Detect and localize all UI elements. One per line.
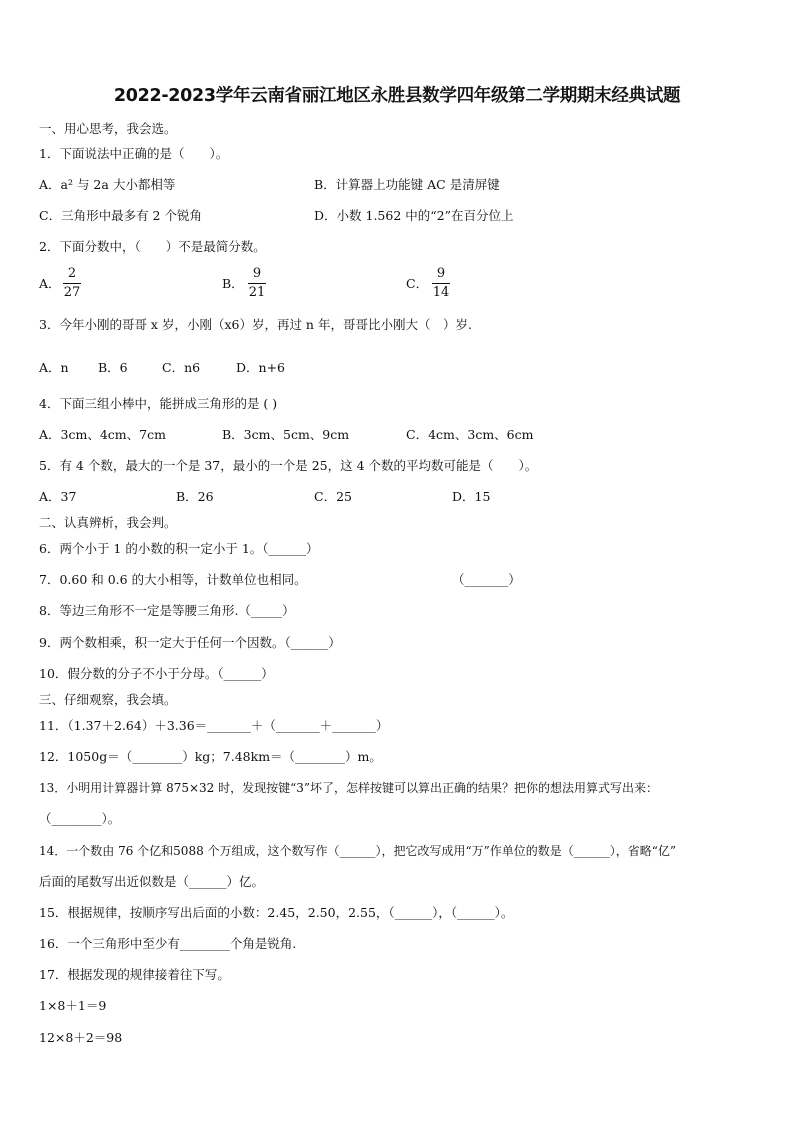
fraction-numerator: 9 (252, 266, 262, 281)
question-2-option-c-label[interactable]: C． (406, 276, 429, 291)
question-3-stem: 3．今年小刚的哥哥 x 岁，小刚（x6）岁，再过 n 年，哥哥比小刚大（ ）岁. (39, 317, 472, 332)
question-17-line-1: 1×8＋1＝9 (39, 998, 107, 1013)
question-12: 12．1050g＝（________）kg；7.48km＝（________）m。 (39, 749, 382, 764)
question-16: 16．一个三角形中至少有________个角是锐角. (39, 936, 297, 951)
question-13-answer-blank[interactable]: （________）。 (39, 811, 121, 826)
question-2-option-a-fraction (63, 266, 81, 300)
question-13: 13．小明用计算器计算 875×32 时，发现按键“3”坏了，怎样按键可以算出正确的结果？把你的想法用算式写出来： (39, 781, 659, 795)
section-heading-1: 一、用心思考，我会选。 (39, 121, 177, 136)
question-14: 14．一个数由 76 个亿和5088 个万组成，这个数写作（______），把它改写成用“万”作单位的数是（______），省略“亿” (39, 844, 677, 858)
question-5-option-d[interactable]: D．15 (452, 489, 491, 504)
question-7: 7．0.60 和 0.6 的大小相等，计数单位也相同。 (39, 572, 307, 587)
question-6: 6．两个小于 1 的小数的积一定小于 1。（______） (39, 541, 319, 556)
section-heading-2: 二、认真辨析，我会判。 (39, 515, 177, 530)
question-17-line-2: 12×8＋2＝98 (39, 1030, 123, 1045)
question-2-option-b-fraction (248, 266, 266, 300)
question-3-option-a[interactable]: A．n (39, 360, 69, 375)
fraction-bar (63, 283, 81, 284)
fraction-bar (248, 283, 266, 284)
question-3-option-b[interactable]: B．6 (98, 360, 128, 375)
question-2-option-a-label[interactable]: A． (39, 276, 61, 291)
question-1-stem: 1．下面说法中正确的是（ ）。 (39, 146, 229, 161)
question-1-option-c[interactable]: C．三角形中最多有 2 个锐角 (39, 208, 202, 223)
question-3-option-d[interactable]: D．n+6 (236, 360, 285, 375)
question-5-stem: 5．有 4 个数，最大的一个是 37，最小的一个是 25，这 4 个数的平均数可能是（ ）。 (39, 458, 538, 473)
question-8: 8．等边三角形不一定是等腰三角形.（_____） (39, 603, 295, 618)
fraction-numerator: 2 (67, 266, 77, 281)
question-10: 10．假分数的分子不小于分母。（______） (39, 666, 274, 681)
question-5-option-a[interactable]: A．37 (39, 489, 77, 504)
page-title: 2022-2023学年云南省丽江地区永胜县数学四年级第二学期期末经典试题 (113, 86, 681, 106)
fraction-denominator: 27 (63, 285, 81, 300)
question-4-stem: 4．下面三组小棒中，能拼成三角形的是 ( ) (39, 396, 278, 411)
question-9: 9．两个数相乘，积一定大于任何一个因数。（______） (39, 635, 341, 650)
question-1-option-b[interactable]: B．计算器上功能键 AC 是清屏键 (314, 177, 500, 192)
question-4-option-a[interactable]: A．3cm、4cm、7cm (39, 427, 166, 442)
question-5-option-b[interactable]: B．26 (176, 489, 214, 504)
fraction-denominator: 14 (432, 285, 450, 300)
question-4-option-c[interactable]: C．4cm、3cm、6cm (406, 427, 534, 442)
question-14-continued: 后面的尾数写出近似数是（______）亿。 (39, 874, 265, 889)
question-7-answer-blank[interactable]: （_______） (452, 572, 521, 587)
section-heading-3: 三、仔细观察，我会填。 (39, 692, 177, 707)
question-11: 11．（1.37＋2.64）＋3.36＝_______＋（_______＋_______） (39, 718, 389, 733)
question-2-stem: 2．下面分数中，（ ）不是最简分数。 (39, 239, 266, 254)
fraction-denominator: 21 (248, 285, 266, 300)
question-3-option-c[interactable]: C．n6 (162, 360, 201, 375)
question-2-option-b-label[interactable]: B． (222, 276, 244, 291)
question-1-option-d[interactable]: D．小数 1.562 中的“2”在百分位上 (314, 208, 514, 223)
question-17: 17．根据发现的规律接着往下写。 (39, 967, 230, 982)
question-1-option-a[interactable]: A．a² 与 2a 大小都相等 (39, 177, 176, 192)
fraction-bar (432, 283, 450, 284)
question-4-option-b[interactable]: B．3cm、5cm、9cm (222, 427, 350, 442)
question-2-option-c-fraction (432, 266, 450, 300)
question-15: 15．根据规律，按顺序写出后面的小数：2.45，2.50，2.55，（______），（______）。 (39, 905, 514, 920)
fraction-numerator: 9 (436, 266, 446, 281)
question-5-option-c[interactable]: C．25 (314, 489, 352, 504)
